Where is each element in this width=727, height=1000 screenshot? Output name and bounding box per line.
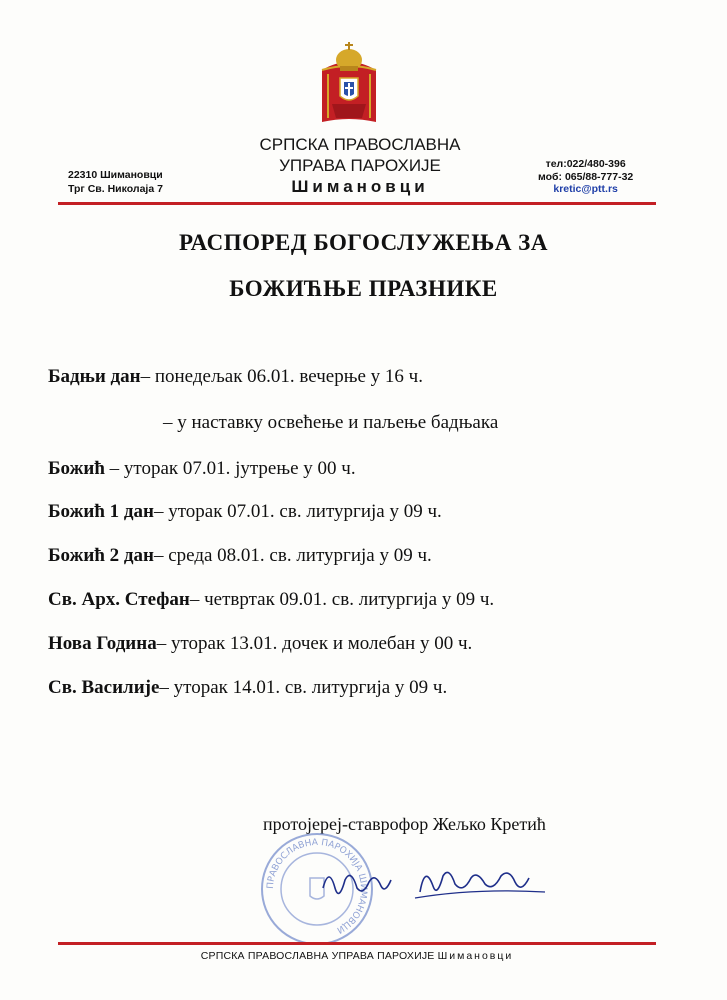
service-details: – уторак 13.01. дочек и молебан у 00 ч. <box>156 633 473 654</box>
feast-name: Божић 2 дан <box>48 545 154 566</box>
schedule-row <box>48 366 423 388</box>
service-details: – четвртак 09.01. св. литургија у 09 ч. <box>189 589 495 610</box>
schedule-row <box>48 458 356 480</box>
schedule-row <box>48 501 442 523</box>
feast-name: Бадњи дан <box>48 366 141 387</box>
stamp-text: ПРАВОСЛАВНА ПАРОХИЈА ШИМАНОВЦИ <box>265 837 369 935</box>
feast-name: Св. Арх. Стефан <box>48 589 190 610</box>
service-details: – уторак 07.01. св. литургија у 09 ч. <box>153 501 442 522</box>
address-line-2: Трг Св. Николаја 7 <box>68 183 163 195</box>
footer-divider <box>58 942 656 945</box>
feast-name: Божић 1 дан <box>48 501 154 522</box>
footer-place: Шимановци <box>437 950 514 962</box>
contact-info <box>538 158 633 196</box>
title-line-2: БОЖИЋЊЕ ПРАЗНИКЕ <box>229 276 498 301</box>
feast-name: Св. Василије <box>48 677 160 698</box>
feast-name: Божић <box>48 458 110 479</box>
phone: тел:022/480-396 <box>545 158 626 170</box>
schedule-row <box>163 412 498 434</box>
service-details: – уторак 07.01. јутрење у 00 ч. <box>109 458 356 479</box>
schedule-row <box>48 633 472 655</box>
title-line-1: РАСПОРЕД БОГОСЛУЖЕЊА ЗА <box>179 230 548 255</box>
org-line-1: СРПСКА ПРАВОСЛАВНА <box>259 135 461 154</box>
feast-name: Нова Година <box>48 633 157 654</box>
schedule-row <box>48 677 447 699</box>
schedule-row <box>48 545 432 567</box>
service-details: – среда 08.01. св. литургија у 09 ч. <box>153 545 432 566</box>
mobile: моб: 065/88-777-32 <box>538 170 634 183</box>
header-divider <box>58 202 656 205</box>
organization-name <box>215 134 505 197</box>
handwritten-signature-icon <box>315 858 555 908</box>
service-details: – понедељак 06.01. вечерње у 16 ч. <box>140 366 423 387</box>
footer <box>58 950 656 962</box>
service-details: – у наставку освећење и паљење бадњака <box>163 412 499 433</box>
signer-name: протојереј-ставрофор Жељко Кретић <box>263 814 546 834</box>
email-link[interactable]: kretic@ptt.rs <box>553 183 618 195</box>
org-line-2: УПРАВА ПАРОХИЈЕ <box>279 156 441 175</box>
org-place: Шимановци <box>291 177 429 196</box>
service-details: – уторак 14.01. св. литургија у 09 ч. <box>159 677 448 698</box>
coat-of-arms-icon <box>318 40 380 128</box>
address-line-1: 22310 Шимановци <box>68 169 163 181</box>
address <box>68 168 163 196</box>
footer-text: СРПСКА ПРАВОСЛАВНА УПРАВА ПАРОХИЈЕ <box>200 950 435 962</box>
schedule-row <box>48 589 494 611</box>
